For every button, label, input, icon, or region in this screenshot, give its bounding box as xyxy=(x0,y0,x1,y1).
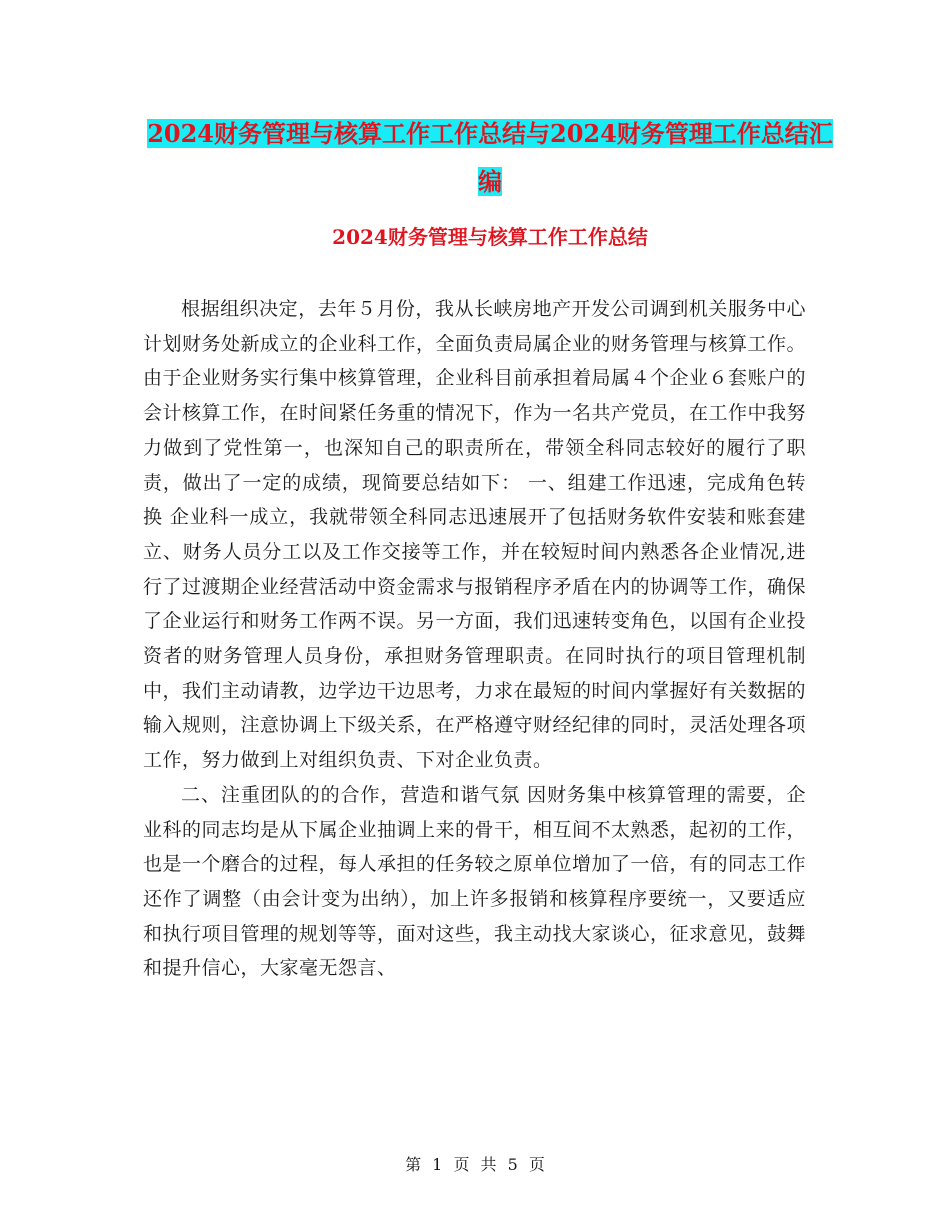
section-title: 2024财务管理与核算工作工作总结 xyxy=(332,225,648,249)
document-title-text: 2024财务管理与核算工作工作总结与2024财务管理工作总结汇编 xyxy=(147,119,833,196)
document-title xyxy=(140,110,840,206)
paragraph-1: 根据组织决定，去年５月份，我从长峡房地产开发公司调到机关服务中心计划财务处新成立的企业科工作，全面负责局属企业的财务管理与核算工作。由于企业财务实行集中核算管理，企业科目前承担着局属４个企业６套账户的会计核算工作，在时间紧任务重的情况下，作为一名共产党员，在工作中我努力做到了党性第一，也深知自己的职责所在，带领全科同志较好的履行了职责，做出了一定的成绩，现简要总结如下： 一、组建工作迅速，完成角色转换 企业科一成立，我就带领全科同志迅速展开了包括财务软件安装和账套建立、财务人员分工以及工作交接等工作，并在较短时间内熟悉各企业情况,进行了过渡期企业经营活动中资金需求与报销程序矛盾在内的协调等工作，确保了企业运行和财务工作两不误。另一方面，我们迅速转变角色，以国有企业投资者的财务管理人员身份，承担财务管理职责。在同时执行的项目管理机制中，我们主动请教，边学边干边思考，力求在最短的时间内掌握好有关数据的输入规则，注意协调上下级关系，在严格遵守财经纪律的同时，灵活处理各项工作，努力做到上对组织负责、下对企业负责。 xyxy=(143,298,807,772)
page-footer: 第 1 页 共 5 页 xyxy=(405,1155,545,1174)
paragraph-2: 二、注重团队的的合作，营造和谐气氛 因财务集中核算管理的需要，企业科的同志均是从下属企业抽调上来的骨干，相互间不太熟悉，起初的工作，也是一个磨合的过程，每人承担的任务较之原单位增加了一倍，有的同志工作还作了调整（由会计变为出纳），加上许多报销和核算程序要统一，又要适应和执行项目管理的规划等等，面对这些，我主动找大家谈心，征求意见，鼓舞和提升信心，大家毫无怨言、 xyxy=(143,783,807,980)
body-text xyxy=(143,292,806,986)
